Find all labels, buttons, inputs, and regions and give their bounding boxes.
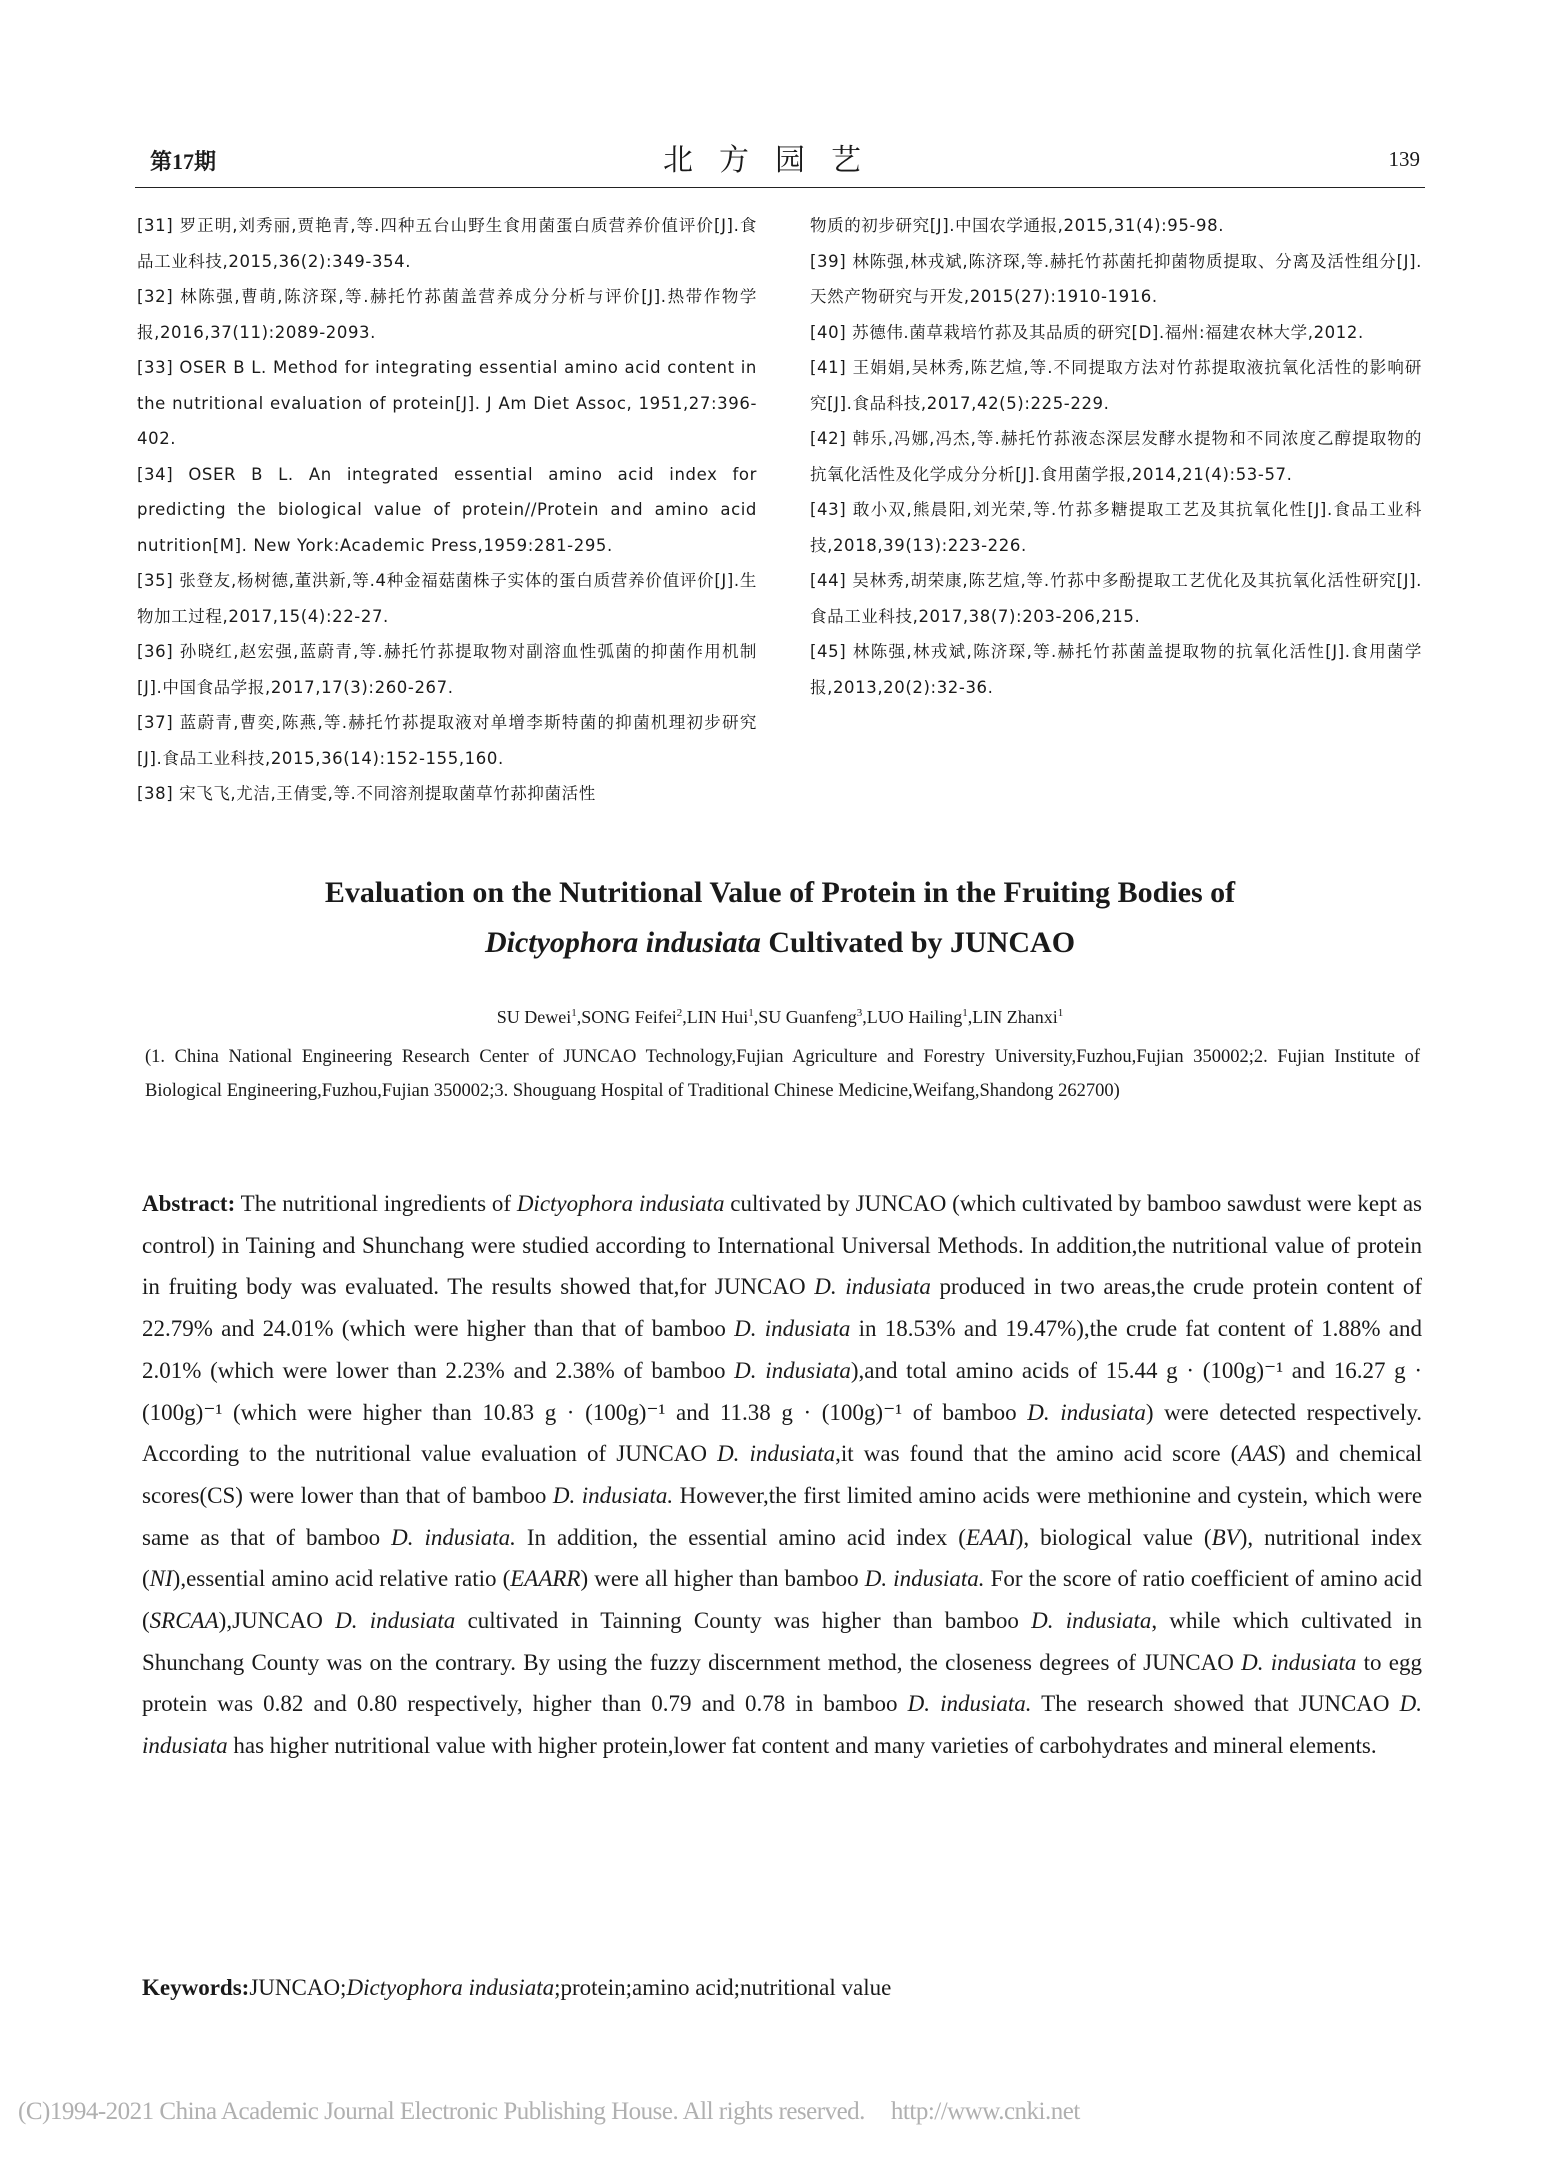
- text-run: ), nutritional index (: [142, 1524, 1423, 1592]
- italic-term: D. indusiata: [1241, 1649, 1357, 1675]
- text-run: In addition, the essential amino acid index (: [515, 1524, 966, 1550]
- text-run: However,the first limited amino acids were methionine and cystein, which were same as that of bamboo: [142, 1482, 1423, 1550]
- italic-term: D. indusiata: [142, 1691, 1422, 1759]
- affiliation-marker: 2: [676, 1007, 683, 1019]
- references-left-column: [137, 208, 757, 812]
- cnki-link[interactable]: http://www.cnki.net: [890, 2098, 1080, 2125]
- italic-term: NI: [149, 1566, 173, 1592]
- text-run: , while which cultivated in Shunchang County was on the contrary. By using the fuzzy discernment method, the closeness degrees of JUNCAO: [142, 1608, 1422, 1675]
- abstract-label: Abstract:: [142, 1191, 236, 1216]
- reference-item: 物质的初步研究[J].中国农学通报,2015,31(4):95-98.: [810, 216, 1225, 235]
- affiliation-marker: 1: [1057, 1007, 1064, 1019]
- references-right-column: [810, 208, 1422, 705]
- issue-number: 第17期: [150, 149, 217, 174]
- text-run: The nutritional ingredients of: [235, 1191, 517, 1216]
- text-run: ), biological value (: [1015, 1524, 1212, 1550]
- italic-term: AAS: [1238, 1441, 1278, 1467]
- abstract: [142, 1183, 1422, 1767]
- affiliation-marker: 1: [571, 1007, 577, 1019]
- text-run: in 18.53% and 19.47%),the crude fat content of 1.88% and 2.01% (which were lower than 2.23% and 2.38% of bamboo: [142, 1316, 1423, 1383]
- text-run: ;protein;amino acid;nutritional value: [554, 1975, 892, 2000]
- reference-item: [33] OSER B L. Method for integrating essential amino acid content in the nutritional evaluation of protein[J]. J Am Diet Assoc, 1951,27:396-402.: [137, 358, 757, 448]
- reference-item: [45] 林陈强,林戎斌,陈济琛,等.赫托竹荪菌盖提取物的抗氧化活性[J].食用菌学报,2013,20(2):32-36.: [810, 642, 1422, 697]
- reference-item: [42] 韩乐,冯娜,冯杰,等.赫托竹荪液态深层发酵水提物和不同浓度乙醇提取物的抗氧化活性及化学成分分析[J].食用菌学报,2014,21(4):53-57.: [810, 429, 1422, 484]
- reference-item: [41] 王娟娟,吴林秀,陈艺煊,等.不同提取方法对竹荪提取液抗氧化活性的影响研究[J].食品科技,2017,42(5):225-229.: [810, 358, 1422, 413]
- affiliations: (1. China National Engineering Research Center of JUNCAO Technology,Fujian Agriculture and Forestry University,Fuzhou,Fujian 350002;2. Fujian Institute of Biological Engineering,Fuzhou,Fujian 350002;3. Shouguang Hospital of Traditional Chinese Medicine,Weifang,Shandong 262700): [145, 1047, 1420, 1101]
- article-title: [130, 868, 1430, 968]
- italic-term: D. indusiata.: [391, 1524, 516, 1550]
- reference-item: [43] 敢小双,熊晨阳,刘光荣,等.竹荪多糖提取工艺及其抗氧化性[J].食品工业科技,2018,39(13):223-226.: [810, 500, 1422, 555]
- text-run: to egg protein was 0.82 and 0.80 respectively, higher than 0.79 and 0.78 in bamboo: [142, 1649, 1422, 1717]
- italic-term: EAARR: [510, 1566, 581, 1592]
- italic-term: SRCAA: [149, 1608, 219, 1634]
- reference-item: [32] 林陈强,曹萌,陈济琛,等.赫托竹荪菌盖营养成分分析与评价[J].热带作物学报,2016,37(11):2089-2093.: [137, 287, 757, 342]
- text-run: For the score of ratio coefficient of amino acid (: [142, 1566, 1423, 1634]
- reference-item: [39] 林陈强,林戎斌,陈济琛,等.赫托竹荪菌托抑菌物质提取、分离及活性组分[J].天然产物研究与开发,2015(27):1910-1916.: [810, 251, 1422, 306]
- italic-term: D. indusiata: [1031, 1608, 1152, 1634]
- text-run: cultivated in Tainning County was higher than bamboo: [455, 1608, 1032, 1634]
- text-run: ) were all higher than bamboo: [580, 1566, 865, 1592]
- keywords-body: [249, 1975, 891, 2000]
- affiliation-marker: 1: [748, 1007, 754, 1019]
- italic-term: Dictyophora indusiata: [346, 1975, 555, 2000]
- italic-term: D. indusiata: [1027, 1399, 1146, 1425]
- page-number: 139: [1388, 147, 1420, 171]
- author-list: [130, 1007, 1430, 1028]
- text-run: ) were detected respectively. According to the nutritional value evaluation of JUNCAO: [142, 1399, 1422, 1467]
- keywords: [142, 1975, 1422, 2001]
- text-run: ),essential amino acid relative ratio (: [172, 1566, 511, 1592]
- text-run: produced in two areas,the crude protein content of 22.79% and 24.01% (which were higher than that of bamboo: [142, 1274, 1422, 1342]
- reference-item: [44] 吴林秀,胡荣康,陈艺煊,等.竹荪中多酚提取工艺优化及其抗氧化活性研究[J].食品工业科技,2017,38(7):203-206,215.: [810, 571, 1422, 626]
- title-line-2-rest: Cultivated by JUNCAO: [760, 926, 1076, 959]
- author-name: ,SU Guanfeng: [753, 1007, 857, 1027]
- reference-item: [34] OSER B L. An integrated essential amino acid index for predicting the biological value of protein//Protein and amino acid nutrition[M]. New York:Academic Press,1959:281-295.: [137, 464, 757, 555]
- text-run: JUNCAO;: [249, 1975, 347, 2000]
- author-name: SU Dewei: [496, 1007, 572, 1027]
- reference-item: [38] 宋飞飞,尤洁,王倩雯,等.不同溶剂提取菌草竹荪抑菌活性: [137, 784, 596, 803]
- copyright-text: (C)1994-2021 China Academic Journal Electronic Publishing House. All rights reserved.: [18, 2098, 865, 2125]
- title-species: Dictyophora indusiata: [484, 926, 761, 959]
- reference-item: [31] 罗正明,刘秀丽,贾艳青,等.四种五台山野生食用菌蛋白质营养价值评价[J].食品工业科技,2015,36(2):349-354.: [137, 216, 757, 271]
- italic-term: BV: [1211, 1524, 1240, 1550]
- title-line-1: Evaluation on the Nutritional Value of Protein in the Fruiting Bodies of: [324, 876, 1236, 909]
- italic-term: D. indusiata.: [907, 1691, 1032, 1717]
- reference-item: [35] 张登友,杨树德,董洪新,等.4种金福菇菌株子实体的蛋白质营养价值评价[J].生物加工过程,2017,15(4):22-27.: [137, 571, 757, 626]
- author-name: ,LIN Hui: [682, 1007, 749, 1027]
- author-name: ,SONG Feifei: [576, 1007, 677, 1027]
- text-run: cultivated by JUNCAO (which cultivated by bamboo sawdust were kept as control) in Taining and Shunchang were studied according to International Universal Methods. In addition,the nutritional value of protein in fruiting body was evaluated. The results showed that,for JUNCAO: [142, 1191, 1422, 1300]
- journal-name: 北方园艺: [663, 143, 887, 178]
- author-name: ,LUO Hailing: [862, 1007, 963, 1027]
- italic-term: D. indusiata: [717, 1441, 836, 1467]
- text-run: The research showed that JUNCAO: [1031, 1691, 1400, 1717]
- text-run: ,it was found that the amino acid score (: [835, 1441, 1239, 1467]
- text-run: ),and total amino acids of 15.44 g · (100g)⁻¹ and 16.27 g · (100g)⁻¹ (which were higher than 10.83 g · (100g)⁻¹ and 11.38 g · (100g)⁻¹ of bamboo: [142, 1357, 1422, 1425]
- reference-item: [37] 蓝蔚青,曹奕,陈燕,等.赫托竹荪提取液对单增李斯特菌的抑菌机理初步研究[J].食品工业科技,2015,36(14):152-155,160.: [137, 713, 757, 768]
- page-header: [130, 135, 1420, 183]
- reference-item: [40] 苏德伟.菌草栽培竹荪及其品质的研究[D].福州:福建农林大学,2012.: [810, 322, 1364, 342]
- italic-term: D. indusiata: [814, 1274, 931, 1300]
- text-run: has higher nutritional value with higher protein,lower fat content and many varieties of carbohydrates and mineral elements.: [227, 1733, 1377, 1759]
- italic-term: D. indusiata.: [864, 1566, 985, 1592]
- text-run: ),JUNCAO: [218, 1608, 336, 1634]
- header-rule: [135, 187, 1425, 188]
- italic-term: Dictyophora indusiata: [516, 1191, 725, 1216]
- affiliation-marker: 1: [962, 1007, 968, 1019]
- title-line-2: [130, 918, 1430, 968]
- italic-term: D. indusiata: [335, 1608, 456, 1634]
- text-run: ) and chemical scores(CS) were lower than that of bamboo: [142, 1441, 1423, 1508]
- author-name: ,LIN Zhanxi: [967, 1007, 1058, 1027]
- keywords-label: Keywords:: [142, 1975, 250, 2000]
- reference-item: [36] 孙晓红,赵宏强,蓝蔚青,等.赫托竹荪提取物对副溶血性弧菌的抑菌作用机制[J].中国食品学报,2017,17(3):260-267.: [137, 642, 757, 697]
- italic-term: D. indusiata.: [552, 1482, 674, 1508]
- italic-term: D. indusiata: [734, 1316, 851, 1342]
- copyright-footer: [18, 2098, 1080, 2126]
- abstract-body: [142, 1191, 1422, 1758]
- italic-term: EAAI: [965, 1524, 1016, 1550]
- italic-term: D. indusiata: [734, 1357, 851, 1383]
- affiliation-marker: 3: [856, 1007, 863, 1019]
